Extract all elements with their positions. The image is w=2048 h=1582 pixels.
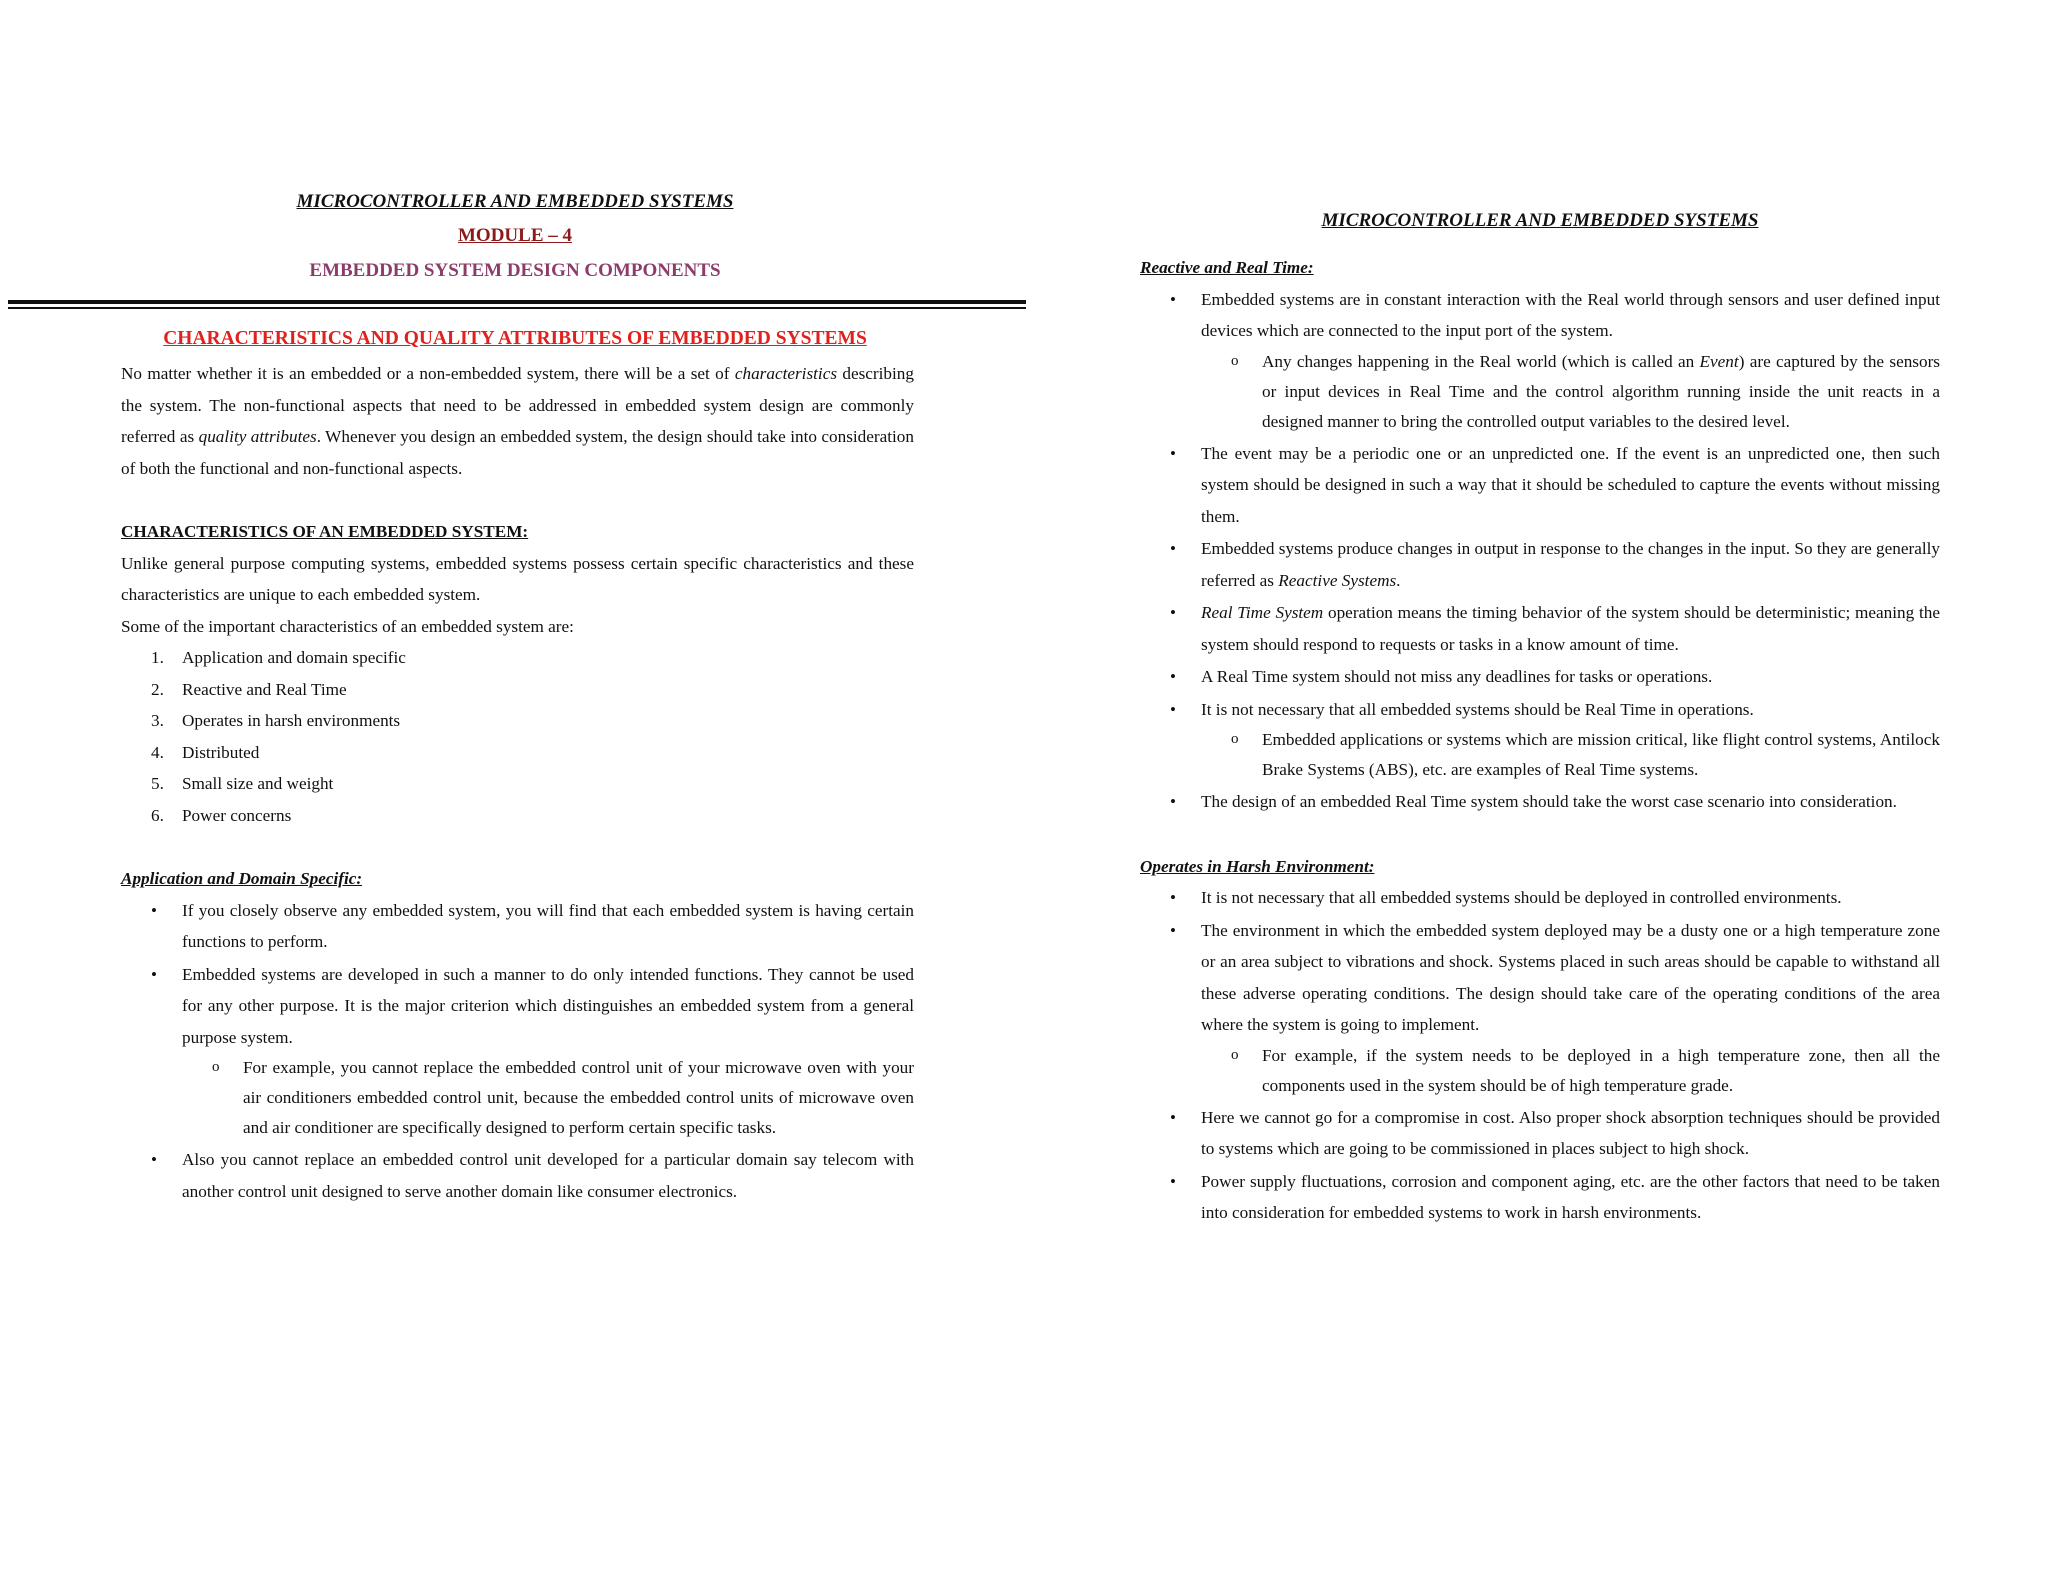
reactive-bullets xyxy=(1140,284,1940,818)
list-item: 5. Small size and weight xyxy=(151,774,334,793)
list-item: • Embedded systems are developed in such a manner to do only intended functions. They cannot be used for any other purpose. It is the major criterion which distinguishes an embedded system from a general purpose system. o For example, you cannot replace the embedded control unit of your microwave oven with your air conditioners embedded control unit, because the embedded control units of microwave oven and air conditioner are specifically designed to perform certain specific tasks. xyxy=(121,959,914,1144)
module-label: MODULE – 4 xyxy=(458,225,572,246)
sub-list xyxy=(1201,347,1940,437)
list-item: 1. Application and domain specific xyxy=(151,648,406,667)
list-item: • It is not necessary that all embedded systems should be Real Time in operations. o Embedded applications or systems which are mission critical, like flight control systems, Antilock Brake Systems (ABS), etc. are examples of Real Time systems. xyxy=(1140,694,1940,786)
app-domain-heading: Application and Domain Specific: xyxy=(121,869,363,888)
list-item: • Here we cannot go for a compromise in cost. Also proper shock absorption techniques should be provided to systems which are going to be commissioned in places subject to high shock. xyxy=(1140,1102,1940,1165)
intro-emphasis: characteristics xyxy=(734,364,838,383)
list-item: • The environment in which the embedded system deployed may be a dusty one or a high temperature zone or an area subject to vibrations and shock. Systems placed in such areas should be capable to withstand all these adverse operating conditions. The design should take care of the operating conditions of the area where the system is going to implement. o For example, if the system needs to be deployed in a high temperature zone, then all the components used in the system should be of high temperature grade. xyxy=(1140,915,1940,1101)
left-header-title: MICROCONTROLLER AND EMBEDDED SYSTEMS xyxy=(296,191,734,212)
right-header-title: MICROCONTROLLER AND EMBEDDED SYSTEMS xyxy=(1321,210,1759,231)
list-item: 4. Distributed xyxy=(151,742,260,762)
characteristics-intro: Some of the important characteristics of an embedded system are: xyxy=(121,616,574,636)
intro-text: . Whenever you design an embedded system, the design should take into consideration of both the functional and non-functional aspects. xyxy=(121,427,914,478)
intro-emphasis: quality attributes xyxy=(198,427,317,446)
list-item: • Embedded systems produce changes in output in response to the changes in the input. So they are generally referred as Reactive Systems. xyxy=(1140,533,1940,596)
list-item: • The event may be a periodic one or an unpredicted one. If the event is an unpredicted one, then such system should be designed in such a way that it should be scheduled to capture the events without missing them. xyxy=(1140,438,1940,533)
list-item: • Embedded systems are in constant interaction with the Real world through sensors and user defined input devices which are connected to the input port of the system. o Any changes happening in the Real world (which is called an Event) are captured by the sensors or input devices in Real Time and the control algorithm running inside the unit reacts in a designed manner to bring the controlled output variables to the desired level. xyxy=(1140,284,1940,437)
list-item: 3. Operates in harsh environments xyxy=(151,711,401,730)
sub-list-item: o For example, if the system needs to be deployed in a high temperature zone, then all the components used in the system should be of high temperature grade. xyxy=(1201,1041,1940,1101)
intro-paragraph xyxy=(121,358,914,484)
characteristics-paragraph: Unlike general purpose computing systems, embedded systems possess certain specific characteristics and these characteristics are unique to each embedded system. xyxy=(121,553,914,604)
list-item: • If you closely observe any embedded system, you will find that each embedded system is having certain functions to perform. xyxy=(121,895,914,958)
sub-list-item: o Any changes happening in the Real world (which is called an Event) are captured by the sensors or input devices in Real Time and the control algorithm running inside the unit reacts in a designed manner to bring the controlled output variables to the desired level. xyxy=(1201,347,1940,437)
list-item: • Power supply fluctuations, corrosion and component aging, etc. are the other factors that need to be taken into consideration for embedded systems to work in harsh environments. xyxy=(1140,1166,1940,1229)
sub-list-item: o Embedded applications or systems which are mission critical, like flight control systems, Antilock Brake Systems (ABS), etc. are examples of Real Time systems. xyxy=(1201,725,1940,785)
harsh-bullets xyxy=(1140,882,1940,1229)
sub-list xyxy=(1201,725,1940,785)
sub-list-item: o For example, you cannot replace the embedded control unit of your microwave oven with your air conditioners embedded control unit, because the embedded control units of microwave oven and air conditioner are specifically designed to perform certain specific tasks. xyxy=(182,1053,914,1143)
section-title: CHARACTERISTICS AND QUALITY ATTRIBUTES OF EMBEDDED SYSTEMS xyxy=(163,328,867,349)
list-item: • Also you cannot replace an embedded control unit developed for a particular domain say telecom with another control unit designed to serve another domain like consumer electronics. xyxy=(121,1144,914,1207)
list-item: • Real Time System operation means the timing behavior of the system should be deterministic; meaning the system should respond to requests or tasks in a know amount of time. xyxy=(1140,597,1940,660)
list-item: • The design of an embedded Real Time system should take the worst case scenario into consideration. xyxy=(1140,786,1940,818)
list-item: 2. Reactive and Real Time xyxy=(151,679,347,699)
list-item: • A Real Time system should not miss any deadlines for tasks or operations. xyxy=(1140,661,1940,693)
header-rule-thin xyxy=(8,307,1026,309)
sub-list xyxy=(1201,1041,1940,1101)
characteristics-list xyxy=(121,642,914,831)
characteristics-heading: CHARACTERISTICS OF AN EMBEDDED SYSTEM: xyxy=(121,522,529,541)
sub-list xyxy=(182,1053,914,1143)
header-rule-thick xyxy=(8,300,1026,304)
reactive-heading: Reactive and Real Time: xyxy=(1140,258,1314,277)
app-domain-bullets xyxy=(121,895,914,1208)
intro-text: describing the system. The non-functional aspects that need to be addressed in embedded system design are commonly referred as xyxy=(121,364,914,446)
intro-text: No matter whether it is an embedded or a non-embedded system, there will be a set of xyxy=(121,364,735,383)
left-content xyxy=(121,358,914,1208)
list-item: • It is not necessary that all embedded systems should be deployed in controlled environments. xyxy=(1140,882,1940,914)
right-content xyxy=(1140,252,1940,1230)
right-page xyxy=(1140,0,2048,1582)
harsh-heading: Operates in Harsh Environment: xyxy=(1140,856,1375,876)
list-item: 6. Power concerns xyxy=(151,805,292,825)
module-subtitle: EMBEDDED SYSTEM DESIGN COMPONENTS xyxy=(309,260,721,281)
